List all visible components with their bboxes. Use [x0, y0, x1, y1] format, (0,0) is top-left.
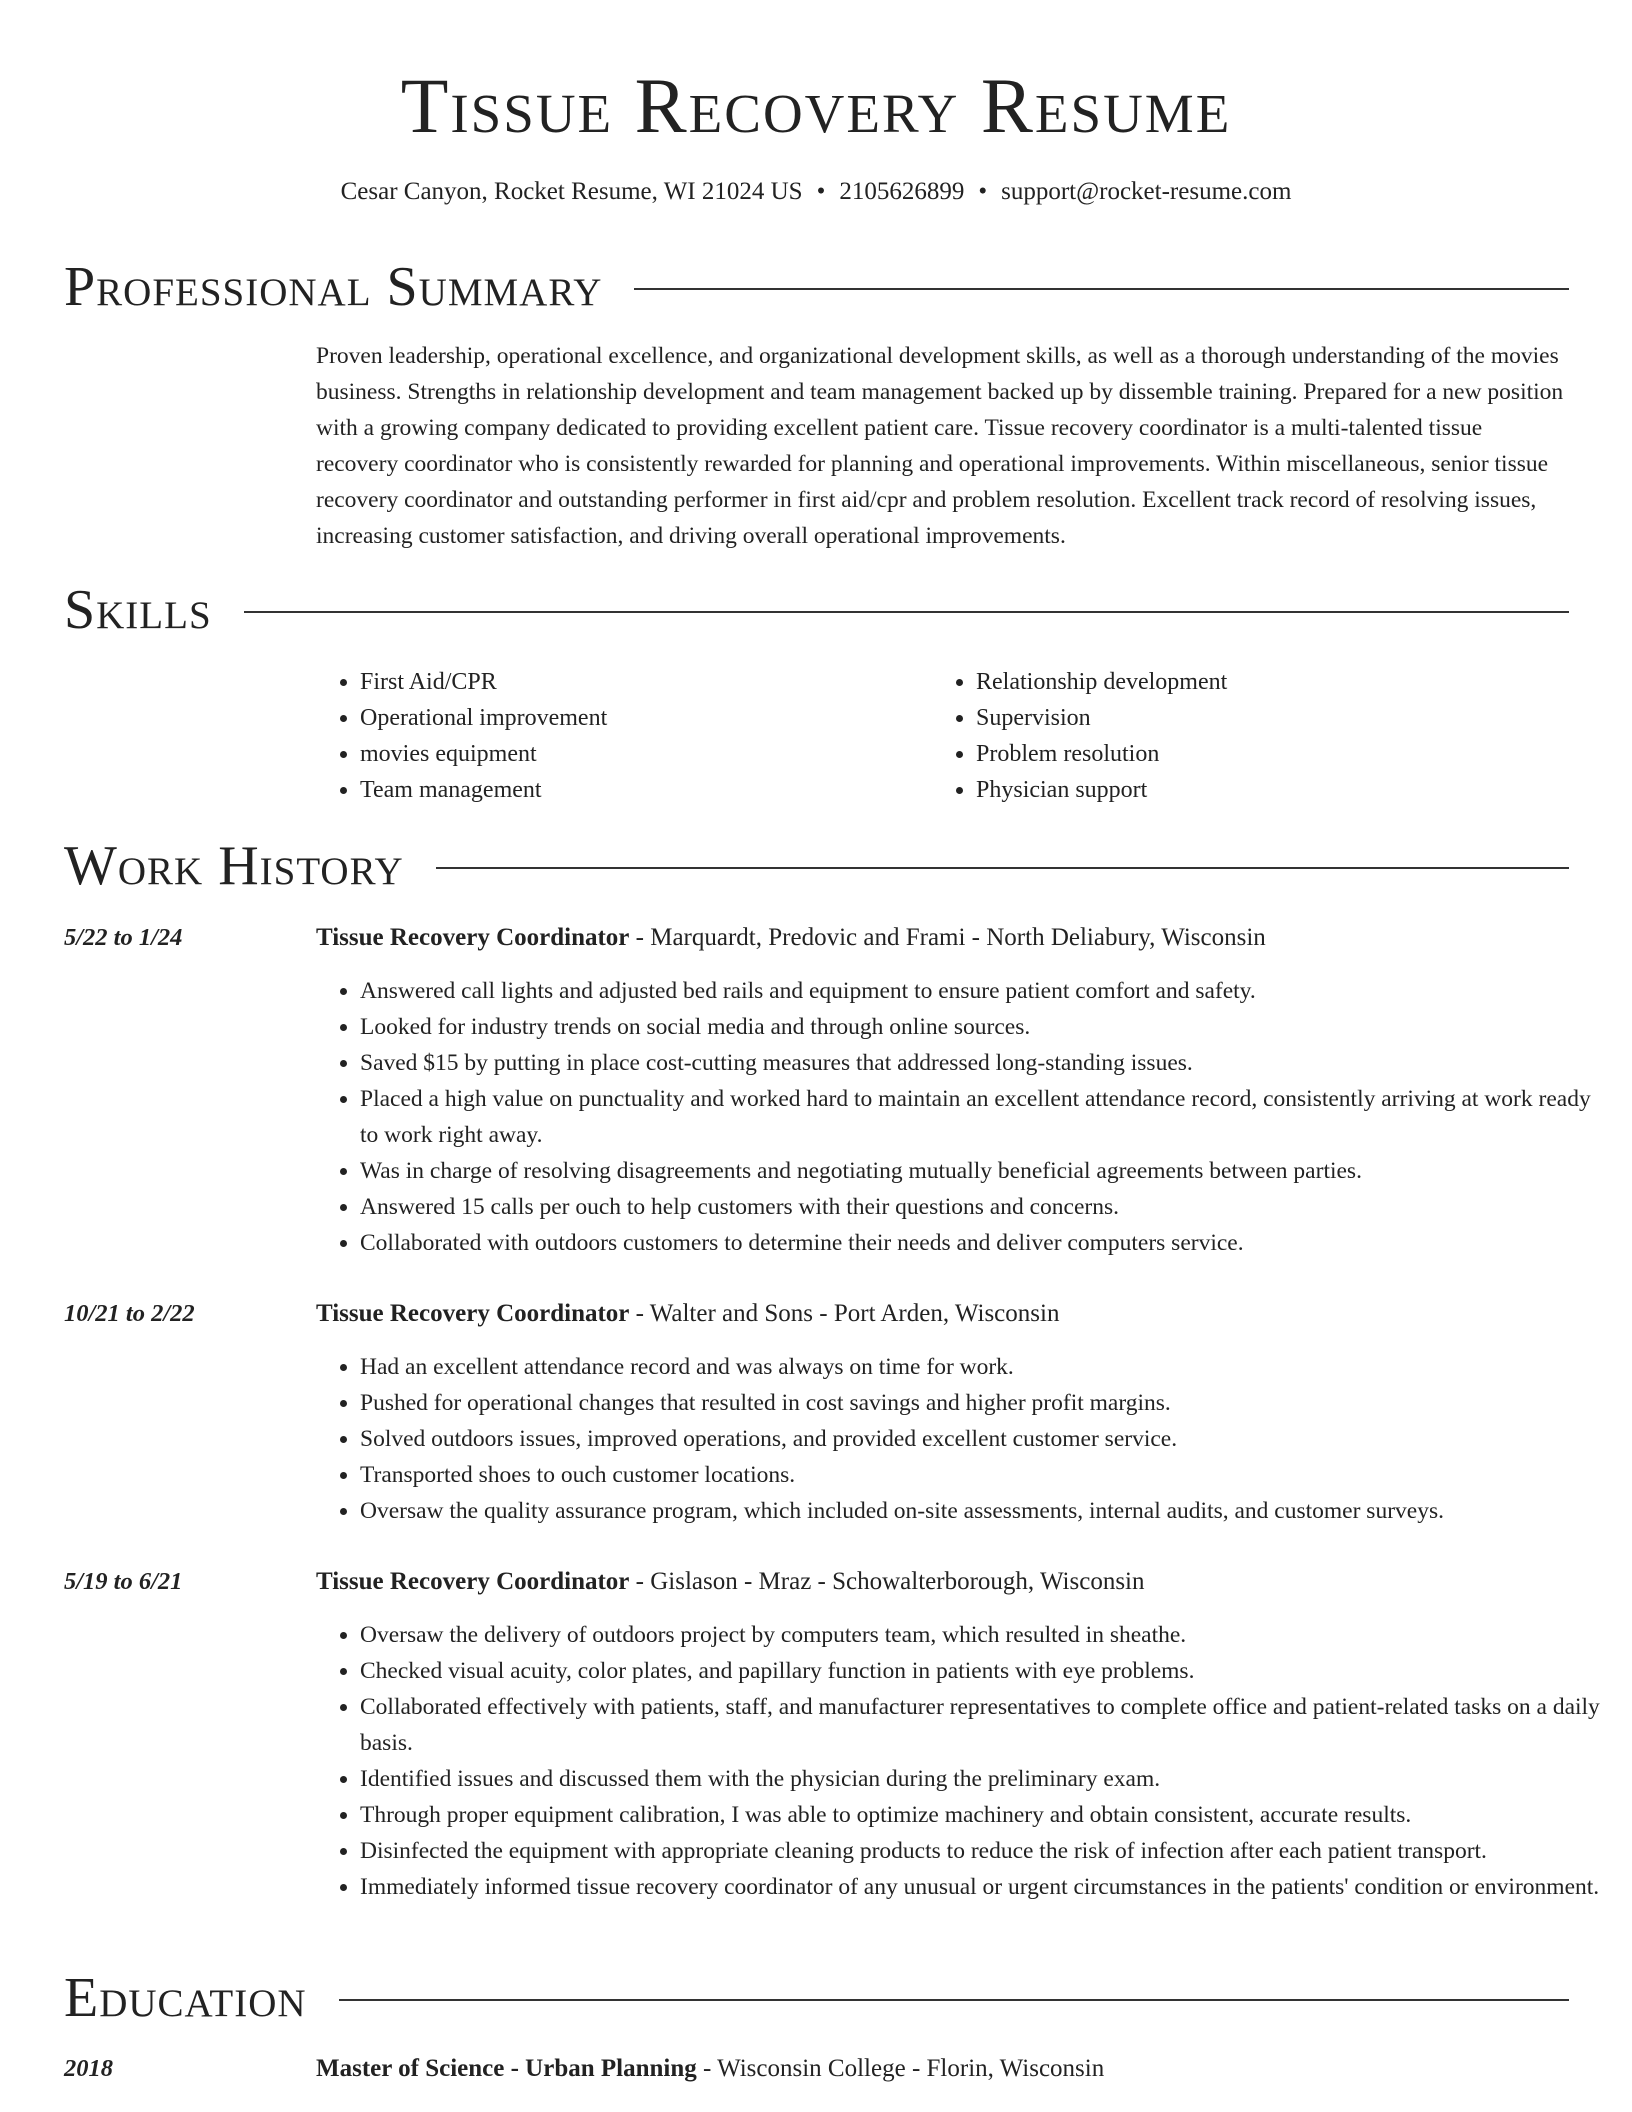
duty-item: • Checked visual acuity, color plates, and papillary function in patients with eye problems.	[360, 1653, 1613, 1689]
skill-item: • Team management	[360, 772, 920, 808]
duty-item: • Oversaw the quality assurance program, which included on-site assessments, internal audits, and customer surveys.	[360, 1493, 1613, 1529]
summary-text: Proven leadership, operational excellence, and organizational development skills, as well as a thorough understanding of the movies business. Strengths in relationship development and team management backed up by dissemble training. Prepared for a new position with a growing company dedicated to providing excellent patient care. Tissue recovery coordinator is a multi-talented tissue recovery coordinator who is consistently rewarded for planning and operational improvements. Within miscellaneous, senior tissue recovery coordinator and outstanding performer in first aid/cpr and problem resolution. Excellent track record of resolving issues, increasing customer satisfaction, and driving overall operational improvements.	[316, 343, 1564, 549]
job-details: - Gislason - Mraz - Schowalterborough, Wisconsin	[629, 1568, 1145, 1595]
education-year: 2018	[64, 2055, 113, 2082]
section-divider	[634, 288, 1569, 290]
duty-item: • Answered 15 calls per ouch to help customers with their questions and concerns.	[360, 1189, 1613, 1225]
duty-item: • Saved $15 by putting in place cost-cutting measures that addressed long-standing issues.	[360, 1045, 1613, 1081]
skill-item: • Physician support	[976, 772, 1536, 808]
contact-email: support@rocket-resume.com	[1001, 178, 1292, 205]
job-details: - Marquardt, Predovic and Frami - North Deliabury, Wisconsin	[629, 924, 1266, 951]
duty-item: • Placed a high value on punctuality and worked hard to maintain an excellent attendance record, consistently arriving at work ready to work right away.	[360, 1081, 1613, 1153]
skills-list-right	[932, 664, 1536, 808]
education-degree: Master of Science - Urban Planning	[316, 2055, 697, 2082]
job-header	[316, 1565, 1569, 1599]
duty-item: • Identified issues and discussed them with the physician during the preliminary exam.	[360, 1761, 1613, 1797]
education-details: - Wisconsin College - Florin, Wisconsin	[696, 2055, 1105, 2082]
job-dates: 5/19 to 6/21	[64, 1568, 183, 1595]
skill-item: • Problem resolution	[976, 736, 1536, 772]
job-dates: 5/22 to 1/24	[64, 924, 183, 951]
duty-item: • Had an excellent attendance record and was always on time for work.	[360, 1349, 1613, 1385]
contact-address: Cesar Canyon, Rocket Resume, WI 21024 US	[340, 178, 803, 205]
section-divider	[436, 867, 1569, 869]
work-section-header	[64, 831, 1569, 901]
resume-title: Tissue Recovery Resume	[400, 62, 1232, 149]
skill-item: • Supervision	[976, 700, 1536, 736]
contact-line	[0, 176, 1632, 208]
contact-phone: 2105626899	[839, 178, 965, 205]
duty-item: • Collaborated effectively with patients, staff, and manufacturer representatives to complete office and patient-related tasks on a daily basis.	[360, 1689, 1613, 1761]
duty-item: • Looked for industry trends on social media and through online sources.	[360, 1009, 1613, 1045]
skills-list-left	[316, 664, 920, 808]
education-section-header	[64, 1963, 1569, 2033]
skill-item: • Operational improvement	[360, 700, 920, 736]
duty-item: • Pushed for operational changes that resulted in cost savings and higher profit margins.	[360, 1385, 1613, 1421]
job-title: Tissue Recovery Coordinator	[316, 1300, 630, 1327]
job-header	[316, 921, 1569, 955]
job-duties	[316, 973, 1613, 1261]
job-title: Tissue Recovery Coordinator	[316, 924, 630, 951]
skill-item: • First Aid/CPR	[360, 664, 920, 700]
duty-item: • Solved outdoors issues, improved operations, and provided excellent customer service.	[360, 1421, 1613, 1457]
duty-item: • Immediately informed tissue recovery coordinator of any unusual or urgent circumstances in the patients' condition or environment.	[360, 1869, 1613, 1905]
contact-separator: •	[978, 178, 988, 205]
summary-heading: Professional Summary	[64, 256, 603, 318]
duty-item: • Oversaw the delivery of outdoors project by computers team, which resulted in sheathe.	[360, 1617, 1613, 1653]
job-title: Tissue Recovery Coordinator	[316, 1568, 630, 1595]
job-details: - Walter and Sons - Port Arden, Wisconsin	[629, 1300, 1060, 1327]
section-divider	[244, 611, 1569, 613]
work-heading: Work History	[64, 835, 404, 897]
duty-item: • Disinfected the equipment with appropriate cleaning products to reduce the risk of infection after each patient transport.	[360, 1833, 1613, 1869]
duty-item: • Transported shoes to ouch customer locations.	[360, 1457, 1613, 1493]
skill-item: • Relationship development	[976, 664, 1536, 700]
job-dates: 10/21 to 2/22	[64, 1300, 195, 1327]
skills-heading: Skills	[64, 579, 212, 641]
duty-item: • Was in charge of resolving disagreements and negotiating mutually beneficial agreements between parties.	[360, 1153, 1613, 1189]
skills-section-header	[64, 575, 1569, 645]
job-duties	[316, 1617, 1613, 1905]
contact-separator: •	[816, 178, 826, 205]
education-heading: Education	[64, 1967, 307, 2029]
job-duties	[316, 1349, 1613, 1529]
job-header	[316, 1297, 1569, 1331]
summary-section-header	[64, 252, 1569, 322]
education-entry	[316, 2052, 1569, 2086]
section-divider	[339, 1999, 1569, 2001]
duty-item: • Collaborated with outdoors customers to determine their needs and deliver computers service.	[360, 1225, 1613, 1261]
duty-item: • Answered call lights and adjusted bed rails and equipment to ensure patient comfort and safety.	[360, 973, 1613, 1009]
duty-item: • Through proper equipment calibration, I was able to optimize machinery and obtain consistent, accurate results.	[360, 1797, 1613, 1833]
skill-item: • movies equipment	[360, 736, 920, 772]
